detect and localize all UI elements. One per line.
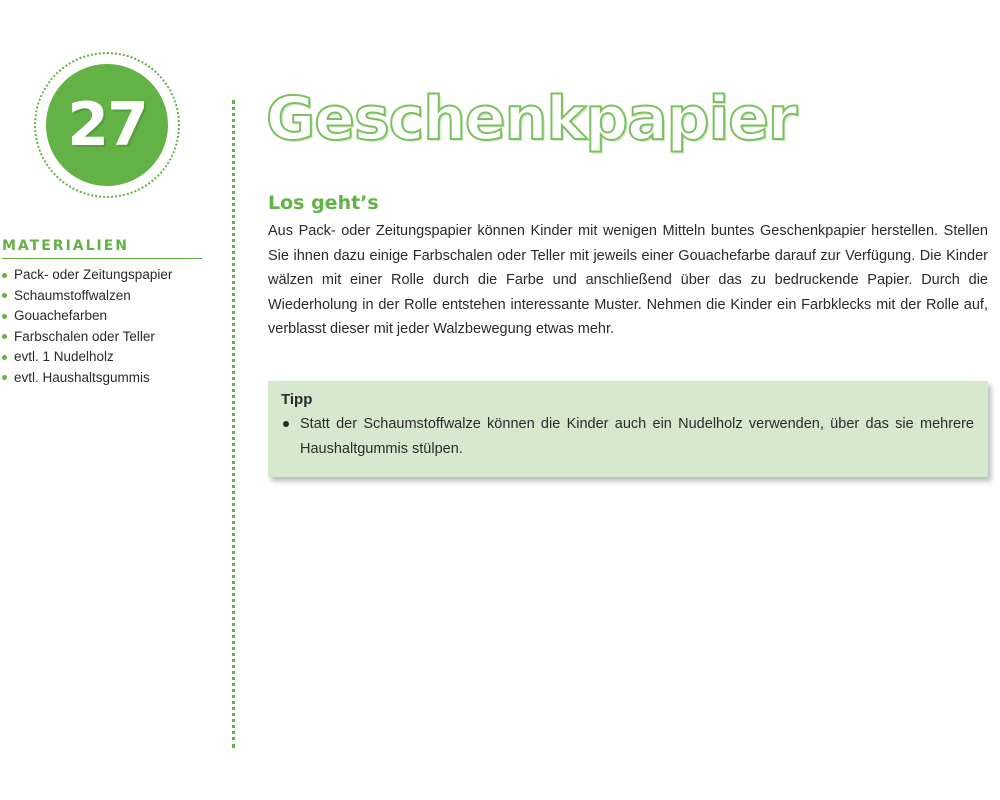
materials-item-label: evtl. 1 Nudelholz	[14, 349, 114, 364]
chapter-number: 27	[67, 90, 147, 160]
bullet-dot-icon	[283, 421, 289, 427]
section-body-text: Aus Pack- oder Zeitungspapier können Kinder mit wenigen Mitteln buntes Geschenkpapier herstellen. Stellen Sie ihnen dazu einige Farbschalen oder Teller mit jeweils einer Gouachefarbe darauf zur Verfügung. Die Kinder wälzen mit einer Rolle durch die Farbe und anschließend über das zu bedruckende Papier. Durch die Wiederholung in der Rolle entstehen interessante Muster. Nehmen die Kinder ein Farbklecks mit der Rolle auf, verblasst dieser mit jeder Walzbewegung etwas mehr.	[268, 223, 988, 337]
bullet-dot-icon	[2, 314, 7, 319]
materials-list-item	[2, 368, 202, 389]
materials-list-item	[2, 306, 202, 327]
tip-heading: Tipp	[281, 391, 313, 408]
materials-sidebar	[2, 238, 202, 388]
tip-list-item	[281, 412, 974, 461]
materials-list-item	[2, 347, 202, 368]
materials-list-item	[2, 265, 202, 286]
tip-list	[281, 412, 974, 461]
bullet-dot-icon	[2, 375, 7, 380]
chapter-number-badge	[46, 64, 168, 186]
bullet-dot-icon	[2, 293, 7, 298]
materials-item-label: Farbschalen oder Teller	[14, 328, 155, 344]
section-heading: Los geht’s	[268, 192, 379, 214]
dotted-vertical-divider	[232, 100, 235, 748]
materials-heading: MATERIALIEN	[2, 238, 202, 259]
bullet-dot-icon	[2, 273, 7, 278]
materials-list-item	[2, 327, 202, 348]
materials-item-label: evtl. Haushaltsgummis	[14, 369, 150, 385]
tip-box	[268, 381, 988, 477]
bullet-dot-icon	[2, 355, 7, 360]
materials-item-label: Gouachefarben	[14, 308, 108, 323]
tip-item-text: Statt der Schaumstoffwalze können die Kinder auch ein Nudelholz verwenden, über das sie mehrere Haushaltgummis stülpen.	[300, 416, 974, 457]
materials-item-label: Schaumstoffwalzen	[14, 287, 131, 303]
bullet-dot-icon	[2, 334, 7, 339]
materials-list-item	[2, 286, 202, 307]
materials-list	[2, 265, 202, 388]
materials-item-label: Pack- oder Zeitungspapier	[14, 267, 173, 282]
page-title: Geschenkpapier	[266, 84, 797, 154]
